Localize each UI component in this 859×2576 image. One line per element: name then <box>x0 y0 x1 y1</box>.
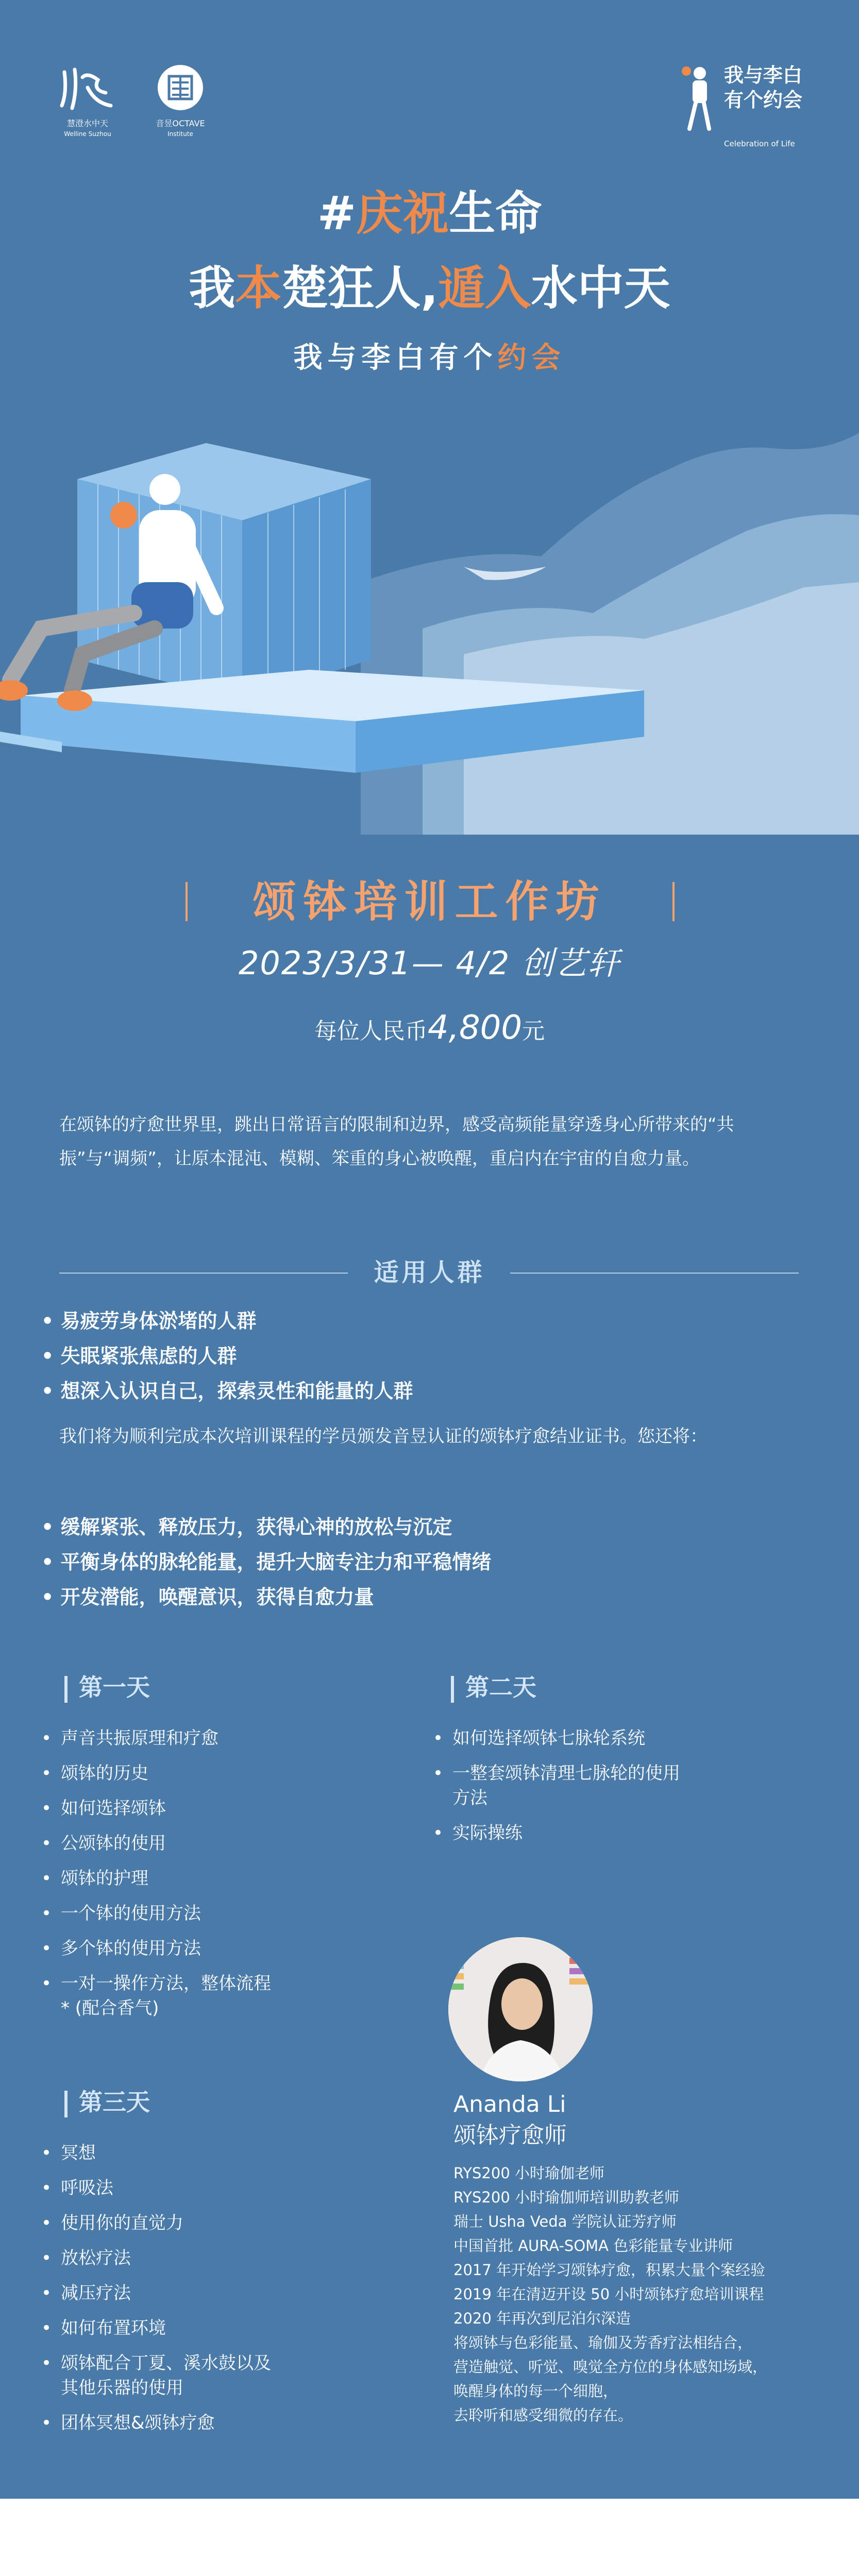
day3-list <box>41 2136 361 2441</box>
event-logo-subtitle: Celebration of Life <box>724 139 795 148</box>
logo-1-caption: 慧澄水中天 Welline Suzhou <box>64 118 111 138</box>
audience-title: 适用人群 <box>374 1258 485 1287</box>
bio-line: 瑞士 Usha Veda 学院认证芳疗师 <box>453 2213 677 2230</box>
list-item: • 冥想 <box>41 2136 361 2171</box>
divider-right <box>510 1273 799 1274</box>
list-item: • 减压疗法 <box>41 2276 361 2311</box>
benefits-list <box>41 1510 814 1615</box>
headline-line-1: #庆祝生命 <box>317 187 542 241</box>
day1-heading: 第一天 <box>64 1672 150 1703</box>
list-item: • 如何选择颂钵七脉轮系统 <box>433 1721 721 1756</box>
title-bar-right <box>672 882 675 921</box>
intro-paragraph: 在颂钵的疗愈世界里，跳出日常语言的限制和边界，感受高频能量穿透身心所带来的“共振”与“调频”，让原本混沌、模糊、笨重的身心被唤醒，重启内在宇宙的自愈力量。 <box>59 1114 734 1169</box>
workshop-date: 2023/3/31— 4/2 创艺轩 <box>238 944 621 982</box>
day1-list <box>41 1721 361 2026</box>
list-item: • 颂钵的历史 <box>41 1756 361 1791</box>
headline-line-2: 我本楚狂人,遁入水中天 <box>189 261 670 315</box>
bio-line: 2019 年在清迈开设 50 小时颂钵疗愈培训课程 <box>453 2285 764 2303</box>
event-logo-title: 我与李白有个约会 <box>724 64 803 111</box>
octave-logo <box>149 62 211 113</box>
list-item: • 声音共振原理和疗愈 <box>41 1721 361 1756</box>
list-item: • 放松疗法 <box>41 2241 361 2276</box>
bio-line: 2020 年再次到尼泊尔深造 <box>453 2310 631 2327</box>
list-item: • 颂钵配合丁夏、溪水鼓以及其他乐器的使用 <box>41 2346 277 2405</box>
list-item: • 开发潜能，唤醒意识，获得自愈力量 <box>41 1580 814 1615</box>
list-item: • 一个钵的使用方法 <box>41 1896 361 1931</box>
list-item: • 团体冥想&颂钵疗愈 <box>41 2405 361 2441</box>
teacher-photo <box>448 1937 593 2081</box>
day2-list <box>433 1721 721 1851</box>
bio-line: 将颂钵与色彩能量、瑜伽及芳香疗法相结合， <box>453 2334 753 2351</box>
list-item: • 想深入认识自己，探索灵性和能量的人群 <box>41 1374 814 1409</box>
workshop-title: 颂钵培训工作坊 <box>252 876 607 927</box>
list-item: • 缓解紧张、释放压力，获得心神的放松与沉定 <box>41 1510 814 1545</box>
list-item: • 易疲劳身体淤堵的人群 <box>41 1303 814 1338</box>
workshop-price: 每位人民币4,800元 <box>314 1009 545 1047</box>
list-item: • 公颂钵的使用 <box>41 1826 361 1861</box>
teacher-bio <box>453 2161 804 2428</box>
list-item: • 如何布置环境 <box>41 2311 361 2346</box>
bio-line: RYS200 小时瑜伽师培训助教老师 <box>453 2189 679 2206</box>
footer <box>0 2499 859 2576</box>
logo-2-caption: 音昱OCTAVE Institute <box>156 118 205 138</box>
day2-heading: 第二天 <box>451 1672 536 1703</box>
list-item: • 平衡身体的脉轮能量，提升大脑专注力和平稳情绪 <box>41 1545 814 1580</box>
teacher-role: 颂钵疗愈师 <box>453 2122 567 2148</box>
bio-line: 去聆听和感受细微的存在。 <box>453 2406 633 2424</box>
poet-figure-icon <box>675 62 721 134</box>
teacher-avatar <box>448 1937 593 2081</box>
audience-list <box>41 1303 814 1409</box>
list-item: • 呼吸法 <box>41 2171 361 2206</box>
day3-heading: 第三天 <box>64 2087 150 2117</box>
list-item: • 一整套颂钵清理七脉轮的使用方法 <box>433 1756 689 1816</box>
list-item: • 使用你的直觉力 <box>41 2206 361 2241</box>
bio-line: RYS200 小时瑜伽老师 <box>453 2164 604 2182</box>
bio-line: 唤醒身体的每一个细胞， <box>453 2382 618 2400</box>
list-item: • 一对一操作方法，整体流程* (配合香气) <box>41 1966 277 2026</box>
list-item: • 实际操练 <box>433 1816 721 1851</box>
list-item: • 失眠紧张焦虑的人群 <box>41 1338 814 1374</box>
bio-line: 营造触觉、听觉、嗅觉全方位的身体感知场域， <box>453 2358 768 2376</box>
headline-line-3: 我与李白有个约会 <box>293 341 566 375</box>
list-item: • 颂钵的护理 <box>41 1861 361 1896</box>
teacher-name: Ananda Li <box>453 2091 566 2117</box>
list-item: • 如何选择颂钵 <box>41 1791 361 1826</box>
event-logo <box>675 57 809 165</box>
bio-line: 中国首批 AURA-SOMA 色彩能量专业讲师 <box>453 2237 733 2255</box>
cube-tower <box>77 443 371 701</box>
hero-illustration <box>0 412 859 835</box>
partner-logos <box>57 62 242 144</box>
certificate-note: 我们将为顺利完成本次培训课程的学员颁发音昱认证的颂钵疗愈结业证书。您还将： <box>59 1426 708 1447</box>
bio-line: 2017 年开始学习颂钵疗愈，积累大量个案经验 <box>453 2261 766 2279</box>
list-item: • 多个钵的使用方法 <box>41 1931 361 1966</box>
welline-logo <box>57 62 119 113</box>
